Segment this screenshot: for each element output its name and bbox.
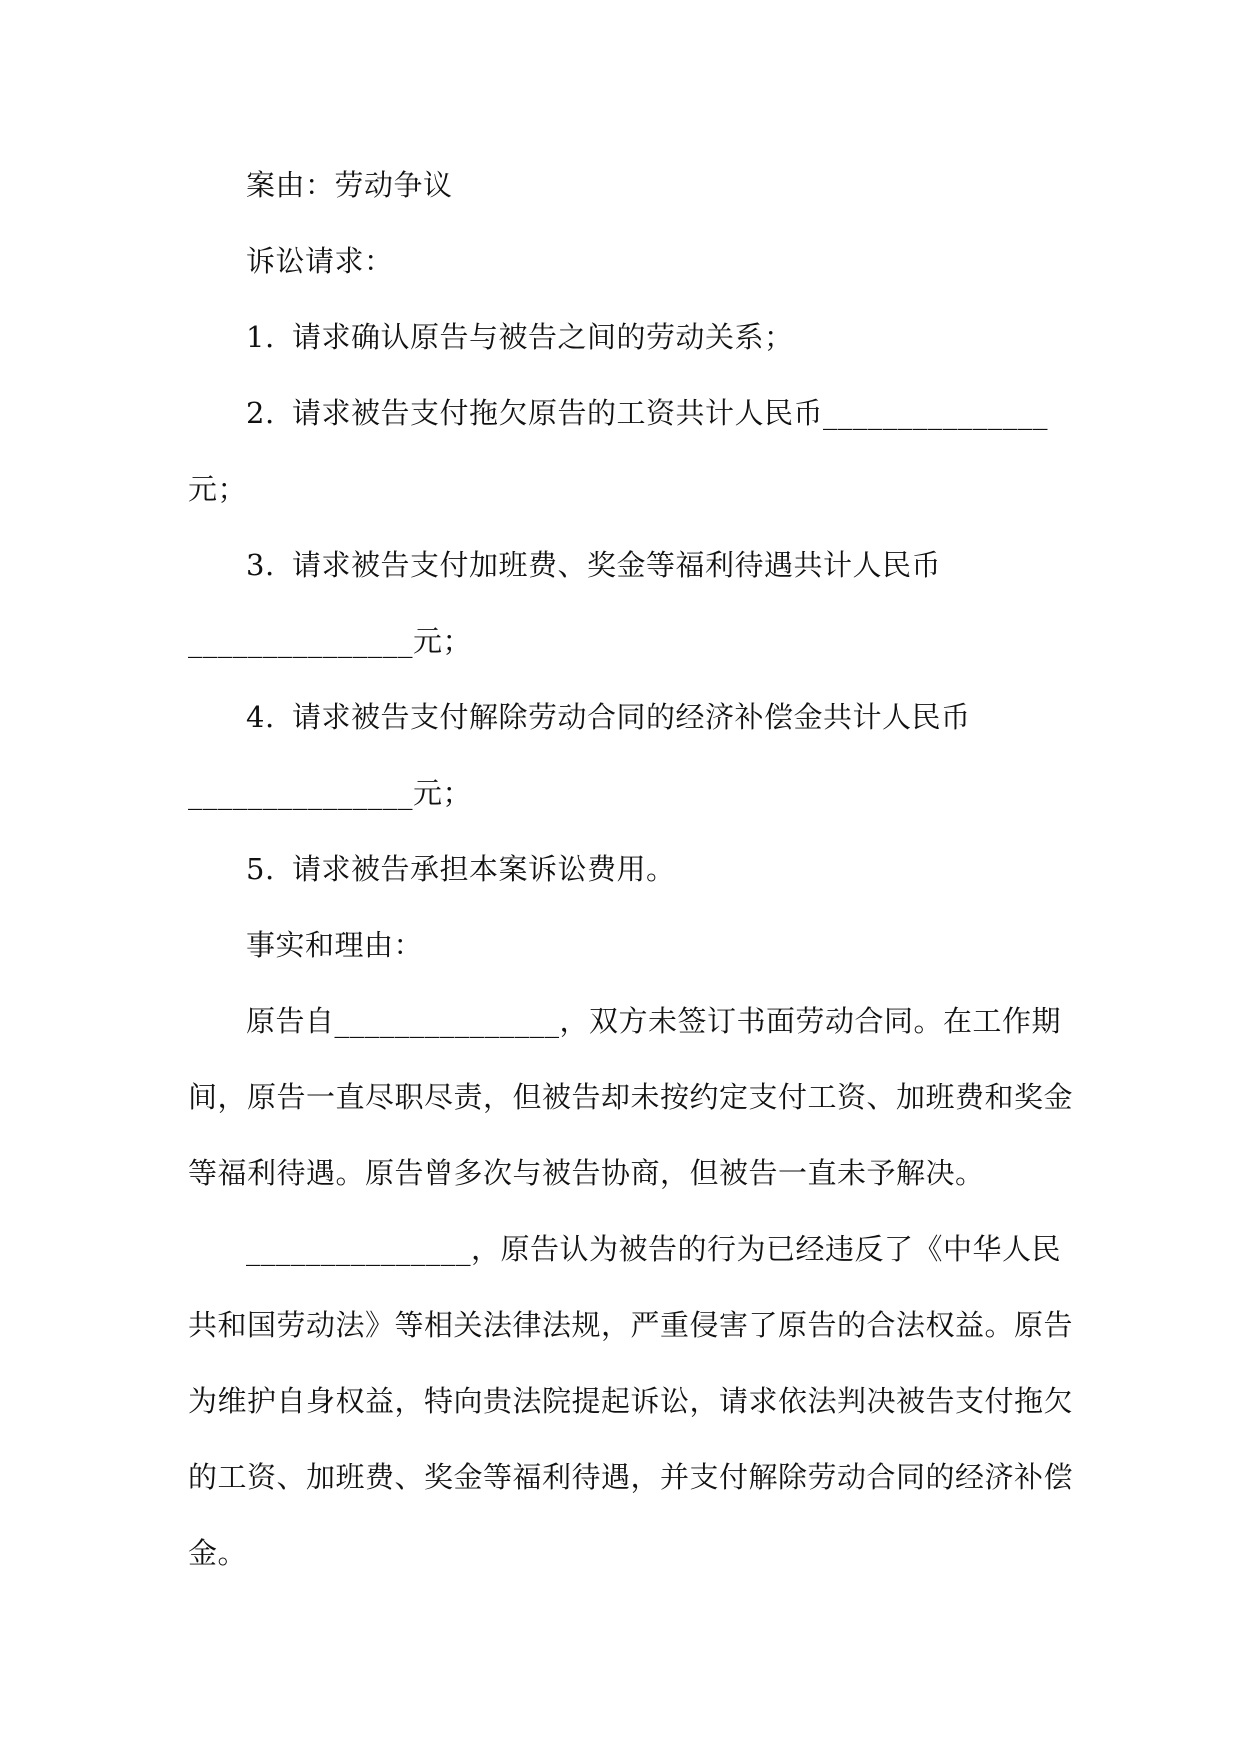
- claim-item-4-continuation: _______________元；: [188, 776, 473, 810]
- facts-paragraph-2-line-4: 的工资、加班费、奖金等福利待遇，并支付解除劳动合同的经济补偿: [188, 1460, 1074, 1494]
- claim-text: 请求被告支付解除劳动合同的经济补偿金共计人民币: [292, 700, 971, 734]
- claim-text: 请求被告承担本案诉讼费用。: [292, 852, 676, 886]
- claim-number: 4.: [246, 700, 275, 734]
- claim-item-4: [188, 679, 1058, 755]
- claim-number: 2.: [246, 396, 275, 430]
- case-cause: 案由：劳动争议: [246, 168, 453, 202]
- claim-item-3-continuation: _______________元；: [188, 624, 473, 658]
- claim-number: 5.: [246, 852, 275, 886]
- facts-paragraph-1-line-2: 间，原告一直尽职尽责，但被告却未按约定支付工资、加班费和奖金: [188, 1080, 1074, 1114]
- claim-item-1: [188, 299, 1058, 375]
- claim-text: 请求被告支付拖欠原告的工资共计人民币_______________: [292, 396, 1049, 430]
- facts-heading: 事实和理由：: [246, 928, 424, 962]
- facts-paragraph-2-line-2: 共和国劳动法》等相关法律法规，严重侵害了原告的合法权益。原告: [188, 1308, 1074, 1342]
- facts-paragraph-2-line-1: _______________，原告认为被告的行为已经违反了《中华人民: [246, 1232, 1062, 1266]
- claim-item-5: [188, 831, 1058, 907]
- facts-paragraph-1-line-3: 等福利待遇。原告曾多次与被告协商，但被告一直未予解决。: [188, 1156, 985, 1190]
- claim-number: 1.: [246, 320, 275, 354]
- claim-text: 请求确认原告与被告之间的劳动关系；: [292, 320, 794, 354]
- claims-heading: 诉讼请求：: [246, 244, 394, 278]
- claim-item-3: [188, 527, 1058, 603]
- claim-text: 请求被告支付加班费、奖金等福利待遇共计人民币: [292, 548, 942, 582]
- facts-paragraph-2-line-3: 为维护自身权益，特向贵法院提起诉讼，请求依法判决被告支付拖欠: [188, 1384, 1074, 1418]
- facts-paragraph-2-line-5: 金。: [188, 1536, 248, 1570]
- document-body: [188, 147, 1074, 1591]
- facts-paragraph-1-line-1: 原告自_______________，双方未签订书面劳动合同。在工作期: [246, 1004, 1062, 1038]
- claim-item-2: [188, 375, 1058, 451]
- claim-item-2-continuation: 元；: [188, 472, 248, 506]
- claim-number: 3.: [246, 548, 275, 582]
